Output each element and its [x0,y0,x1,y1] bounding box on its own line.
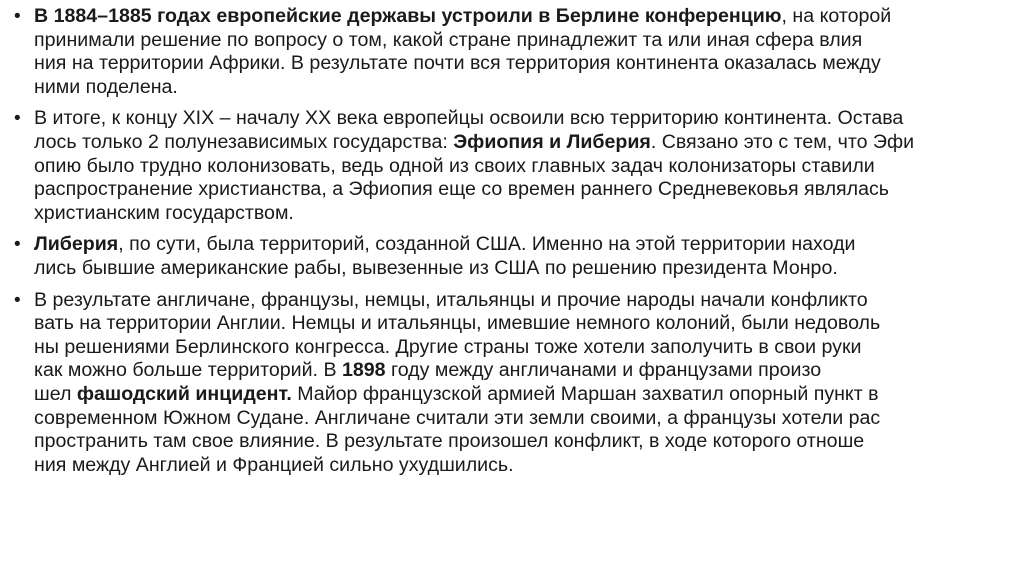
bold-text: В 1884–1885 годах европейские державы устроили в Берлине конференцию [34,5,782,27]
text-run: как можно больше территорий. В [34,359,342,382]
bullet-dot-icon: • [14,289,21,311]
text-line [34,155,1012,179]
bold-text: Эфиопия и Либерия [453,130,651,153]
text-run: лось только 2 полунезависимых государства: [34,130,454,153]
text-line [34,202,1012,226]
text-line [34,257,1012,281]
text-line [34,383,1012,407]
bold-text: Либерия [34,233,119,256]
text-run: принимали решение по вопросу о том, какой стране принадлежит та или иная сфера влия [34,28,863,51]
text-run: ния на территории Африки. В результате почти вся территория континента оказалась между [34,52,881,75]
text-run: шел [34,382,77,405]
text-line [34,430,1012,454]
bullet-dot-icon: • [14,234,21,256]
text-run: В итоге, к концу XIX – началу XX века европейцы освоили всю территорию континента. Остава [34,107,904,130]
paragraph-berlin-conference [12,5,1012,99]
text-line [34,52,1012,76]
text-run: Майор французской армией Маршан захватил опорный пункт в [291,382,879,405]
text-run: христианским государством. [34,201,294,224]
text-run: . Связано это с тем, что Эфи [650,130,915,153]
text-line [34,289,1012,313]
text-run: лись бывшие американские рабы, вывезенные из США по решению президента Монро. [34,256,838,279]
paragraph-liberia [12,233,1012,280]
text-line [34,336,1012,360]
text-run: опию было трудно колонизовать, ведь одной из своих главных задач колонизаторы ставили [34,154,875,177]
text-run: ны решениями Берлинского конгресса. Другие страны тоже хотели заполучить в свои руки [34,335,862,358]
text-line [34,454,1012,478]
bullet-dot-icon: • [14,6,21,27]
text-run: ними поделена. [34,75,178,98]
text-run: ния между Англией и Францией сильно ухудшились. [34,453,514,476]
bullet-list [12,5,1012,485]
text-line [34,5,1012,29]
text-line [34,359,1012,383]
text-line [34,233,1012,257]
text-line [34,178,1012,202]
text-run: вать на территории Англии. Немцы и итальянцы, имевшие немного колоний, были недоволь [34,312,881,335]
text-line [34,407,1012,431]
text-line [34,29,1012,53]
text-line [34,76,1012,100]
paragraph-independent-states [12,107,1012,225]
bold-text: 1898 [341,359,386,382]
bullet-dot-icon: • [14,108,21,130]
text-run: современном Южном Судане. Англичане считали эти земли своими, а французы хотели рас [34,406,881,429]
text-run: В результате англичане, французы, немцы, итальянцы и прочие народы начали конфликто [34,288,868,311]
text-run: пространить там свое влияние. В результате произошел конфликт, в ходе которого отноше [34,430,865,453]
text-run: , по сути, была территорий, созданной США. Именно на этой территории находи [118,233,856,256]
text-line [34,131,1012,155]
text-run: распространение христианства, а Эфиопия еще со времен раннего Средневековья являлась [34,178,889,201]
text-line [34,312,1012,336]
paragraph-fashoda-incident [12,289,1012,478]
bold-text: фашодский инцидент. [76,382,292,405]
text-run: году между англичанами и французами произо [385,359,822,382]
text-run: , на которой [781,5,892,27]
text-line [34,107,1012,131]
